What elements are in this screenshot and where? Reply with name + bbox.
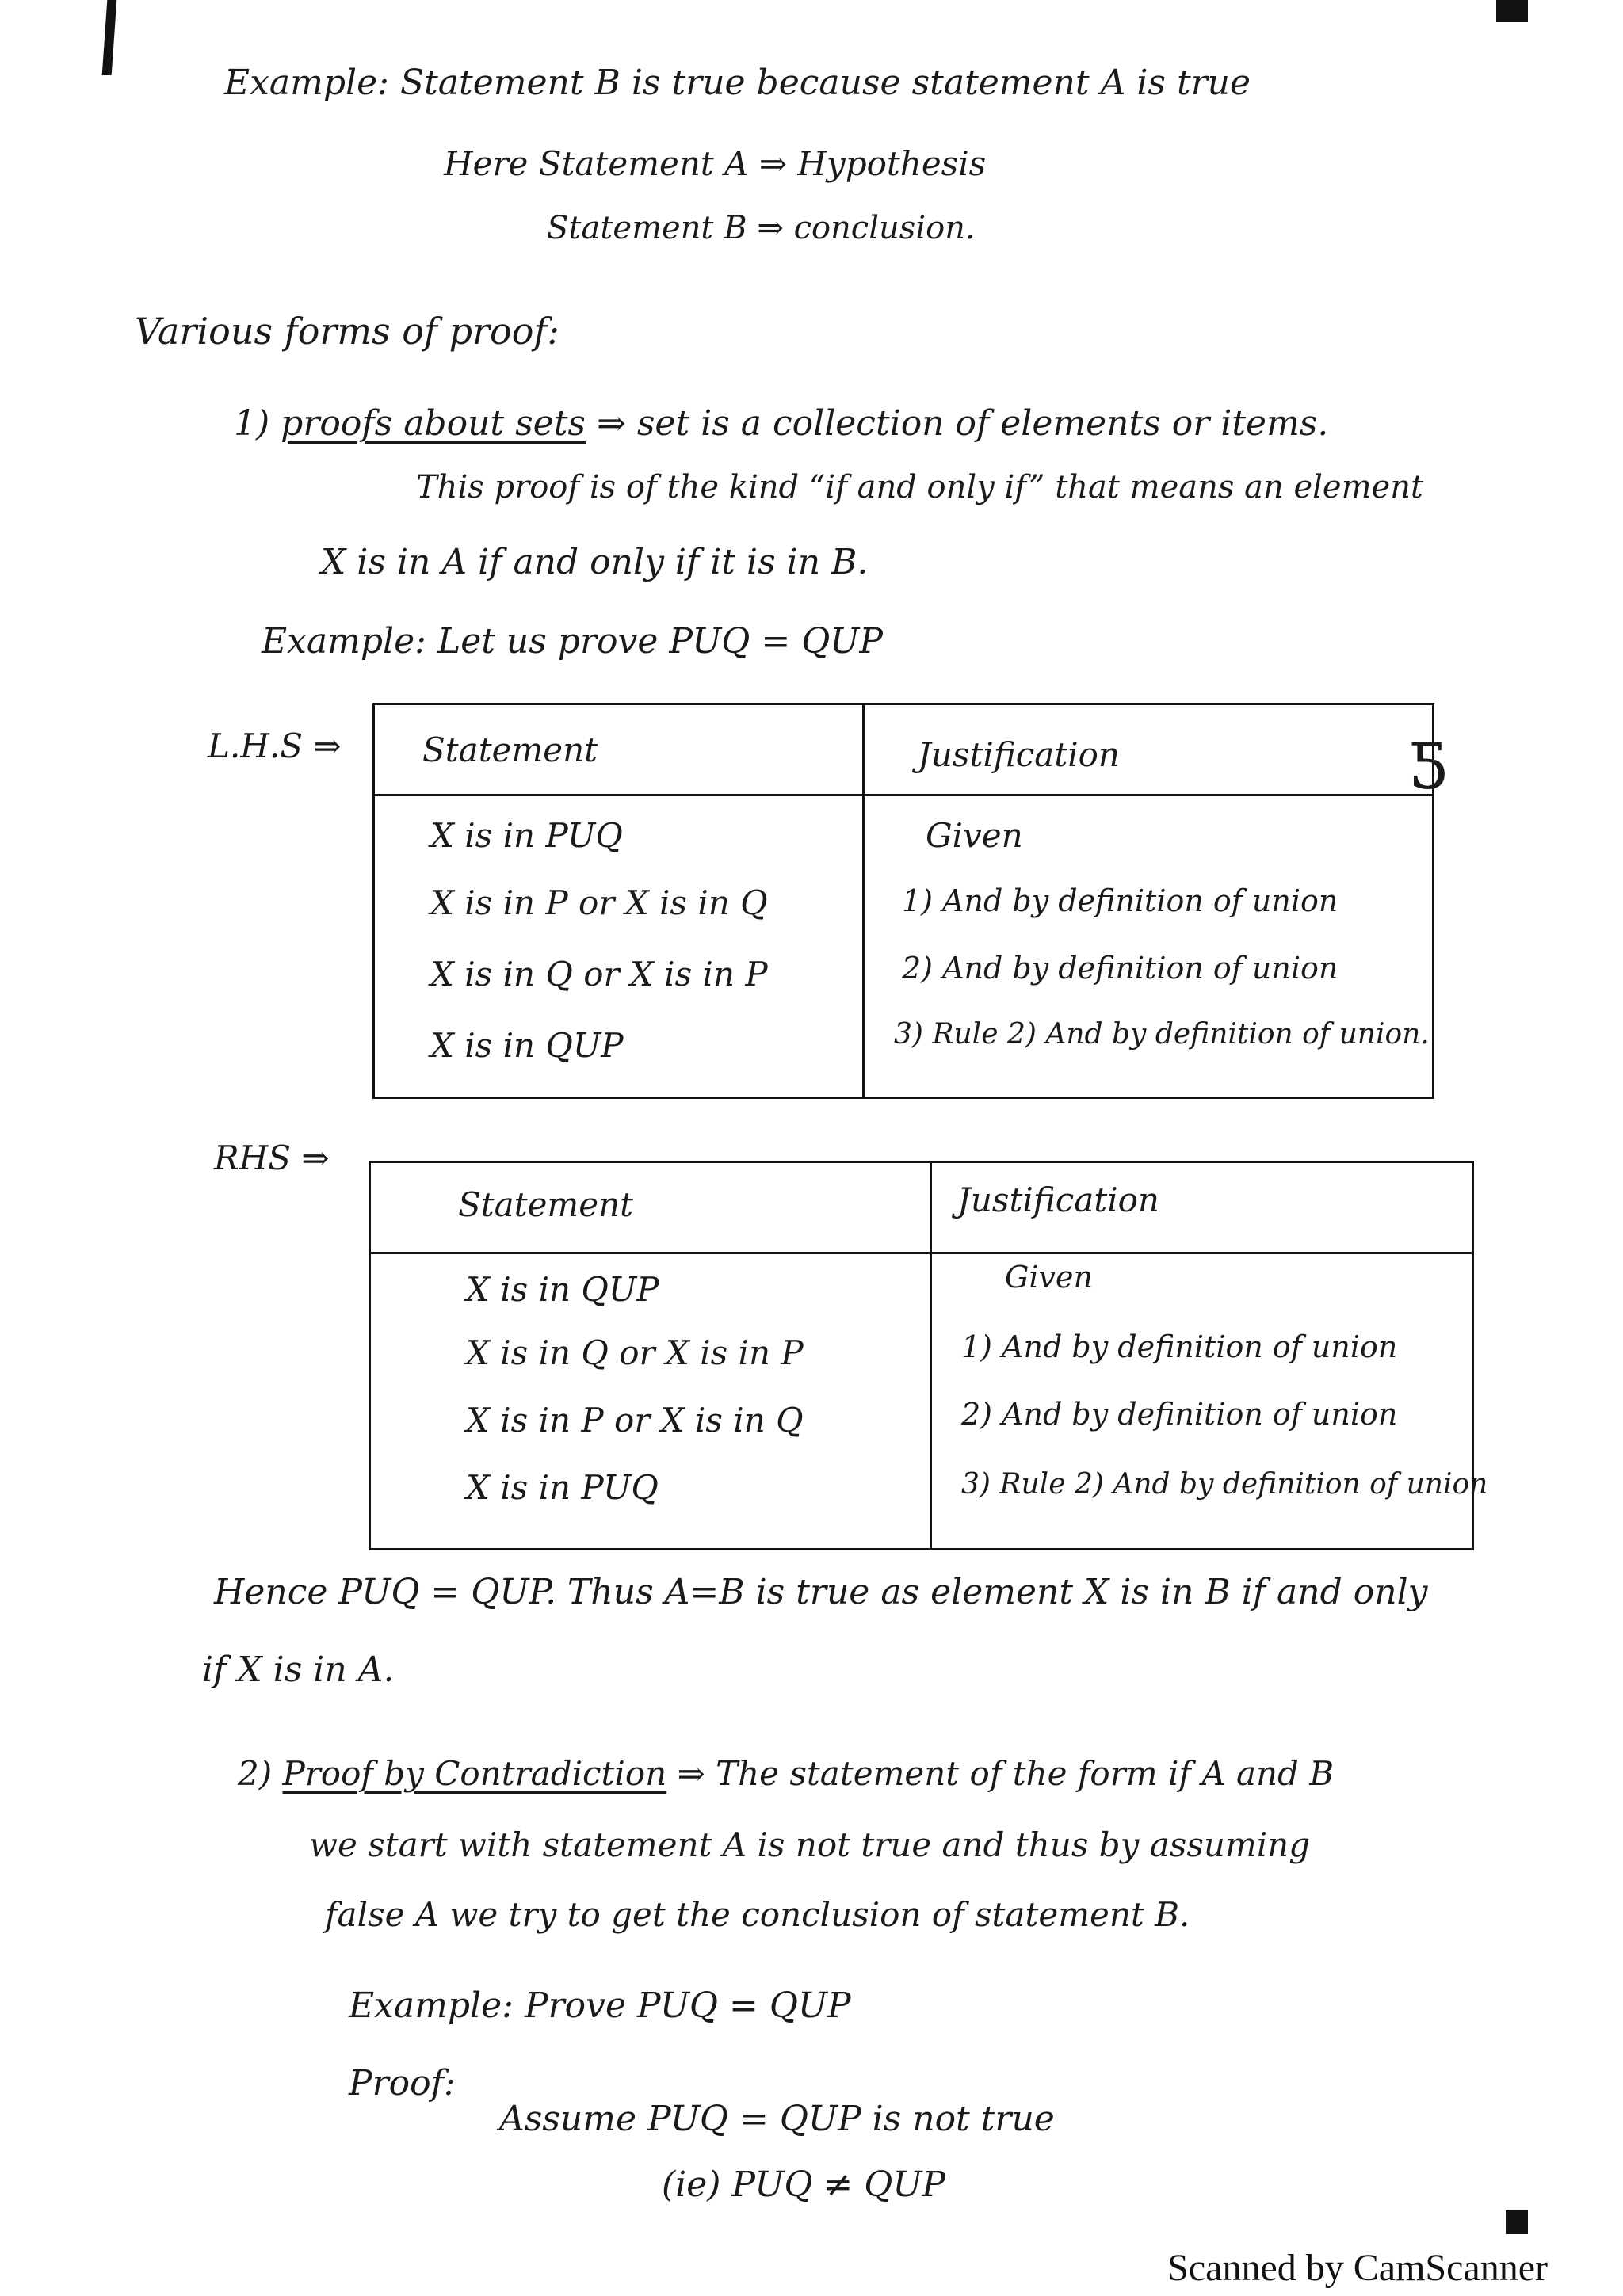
intro-here-line: Here Statement A ⇒ Hypothesis bbox=[444, 144, 987, 183]
corner-mark bbox=[1506, 2210, 1528, 2234]
lhs-header-statement: Statement bbox=[422, 730, 598, 769]
lhs-row3-statement: X is in Q or X is in P bbox=[430, 955, 768, 994]
lhs-label: L.H.S ⇒ bbox=[208, 727, 342, 765]
rhs-row2-statement: X is in Q or X is in P bbox=[466, 1333, 804, 1372]
hence-line-2: if X is in A. bbox=[202, 1650, 395, 1690]
item1-title: proofs about sets bbox=[281, 403, 586, 444]
intro-statement-b-line: Statement B ⇒ conclusion. bbox=[547, 210, 976, 246]
various-forms-heading: Various forms of proof: bbox=[135, 310, 559, 353]
contradiction-number: 2) bbox=[238, 1754, 273, 1793]
contradiction-rest: ⇒ The statement of the form if A and B bbox=[677, 1754, 1335, 1793]
rhs-label: RHS ⇒ bbox=[214, 1138, 330, 1177]
rhs-row4-justification: 3) Rule 2) And by definition of union bbox=[961, 1468, 1488, 1501]
kind-line: This proof is of the kind “if and only if” that means an element bbox=[416, 469, 1424, 505]
rhs-row1-statement: X is in QUP bbox=[466, 1270, 659, 1309]
assume-line: Assume PUQ = QUP is not true bbox=[499, 2099, 1055, 2139]
lhs-table bbox=[372, 703, 1434, 1099]
lhs-row4-statement: X is in QUP bbox=[430, 1026, 624, 1065]
item1-line bbox=[234, 404, 1328, 444]
rhs-row1-justification: Given bbox=[1005, 1260, 1093, 1295]
sets-example-line: Example: Let us prove PUQ = QUP bbox=[262, 621, 883, 662]
hence-line-1: Hence PUQ = QUP. Thus A=B is true as element X is in B if and only bbox=[214, 1572, 1428, 1612]
rhs-row3-statement: X is in P or X is in Q bbox=[466, 1401, 804, 1440]
item1-number: 1) bbox=[234, 403, 270, 444]
scan-edge-mark-left bbox=[102, 0, 117, 75]
proof-label: Proof: bbox=[349, 2063, 456, 2103]
ie-line: (ie) PUQ ≠ QUP bbox=[662, 2164, 946, 2205]
contradiction-title: Proof by Contradiction bbox=[282, 1754, 667, 1793]
rhs-header-justification: Justification bbox=[957, 1180, 1159, 1219]
item1-rest: ⇒ set is a collection of elements or items. bbox=[596, 403, 1329, 444]
contradiction-example-line: Example: Prove PUQ = QUP bbox=[349, 1985, 851, 2026]
lhs-header-justification: Justification bbox=[918, 735, 1120, 774]
margin-mark: ƽ bbox=[1411, 716, 1447, 790]
lhs-row1-statement: X is in PUQ bbox=[430, 816, 623, 855]
rhs-row4-statement: X is in PUQ bbox=[466, 1468, 659, 1507]
lhs-row2-statement: X is in P or X is in Q bbox=[430, 883, 768, 922]
lhs-row1-justification: Given bbox=[926, 816, 1023, 855]
rhs-table bbox=[369, 1161, 1488, 1550]
rhs-row3-justification: 2) And by definition of union bbox=[961, 1397, 1398, 1432]
lhs-row3-justification: 2) And by definition of union bbox=[902, 951, 1338, 986]
lhs-row4-justification: 3) Rule 2) And by definition of union. bbox=[894, 1018, 1430, 1051]
x-in-a-line: X is in A if and only if it is in B. bbox=[321, 542, 869, 582]
rhs-header-statement: Statement bbox=[458, 1185, 634, 1224]
contradiction-line-3: false A we try to get the conclusion of statement B. bbox=[325, 1895, 1190, 1934]
rhs-row2-justification: 1) And by definition of union bbox=[961, 1329, 1398, 1364]
contradiction-line-1 bbox=[238, 1755, 1334, 1793]
scan-edge-mark-right bbox=[1496, 0, 1528, 22]
contradiction-line-2: we start with statement A is not true and thus by assuming bbox=[309, 1825, 1311, 1864]
intro-example-line: Example: Statement B is true because statement A is true bbox=[224, 63, 1251, 103]
lhs-row2-justification: 1) And by definition of union bbox=[902, 883, 1338, 918]
scanner-footer: Scanned by CamScanner bbox=[1167, 2247, 1548, 2289]
